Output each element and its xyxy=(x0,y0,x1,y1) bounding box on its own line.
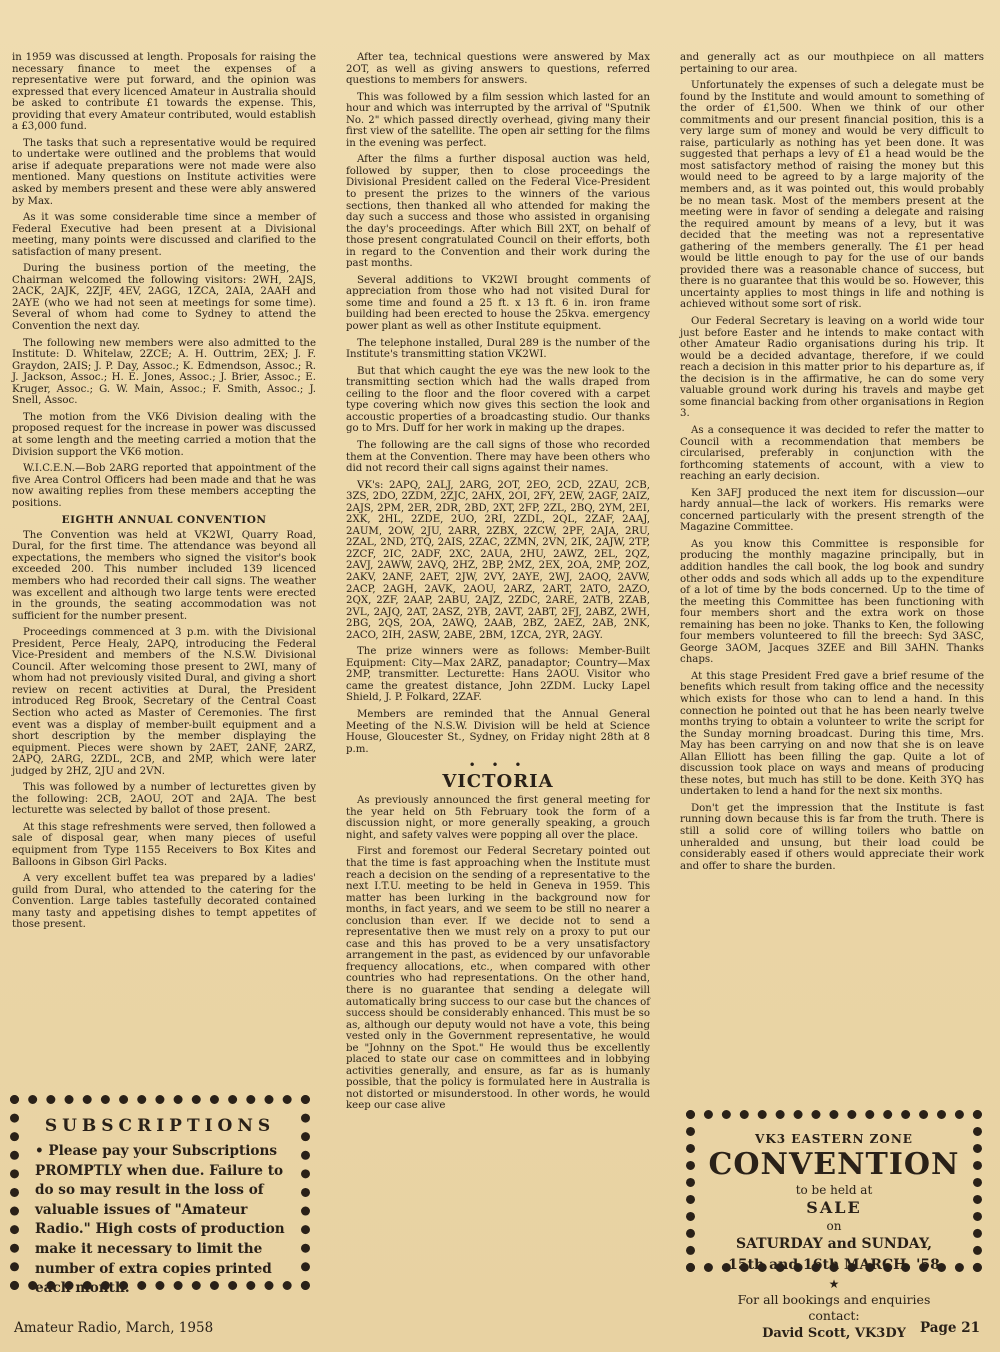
paragraph: The Convention was held at VK2WI, Quarry Road, Dural, for the first time. The attendance was beyond all expectations, the members who signed the visitor's book exceeded 200. This number included 139 licenced members who had recorded their call signs. The weather was excellent and although two large tents were erected in the grounds, the seating accommodation was not sufficient for the number present. xyxy=(12,529,316,622)
paragraph: As you know this Committee is responsible for producing the monthly magazine principally, but in addition handles the call book, the log book and sundry other odds and sods which all adds up to the expenditure of a lot of time by the bods concerned. Up to the time of the meeting this Committee has been functioning with four members short and the extra work on those remaining has been no joke. Thanks to Ken, the following four members volunteered to fill the breech: Syd 3ASC, George 3AOM, Jacques 3ZEE and Bill 3AHN. Thanks chaps. xyxy=(680,538,984,666)
convention-contact: For all bookings and enquiries xyxy=(737,1292,931,1307)
paragraph: Our Federal Secretary is leaving on a world wide tour just before Easter and he intends to make contact with other Amateur Radio organisations during his trip. It would be a decided advantage, therefore, if we could reach a decision in this matter prior to his departure as, if the decision is in the affirmative, he can do some very valuable ground work during his travels and maybe get some financial backing from other organisations in Region 3. xyxy=(680,316,984,420)
paragraph: A very excellent buffet tea was prepared by a ladies' guild from Dural, who attended to the catering for the Convention. Large tables tastefully decorated contained many tasty and appetising dishes to tempt appetites of those present. xyxy=(12,873,316,931)
convention-line: to be held at xyxy=(795,1183,873,1197)
paragraph: Ken 3AFJ produced the next item for discussion—our hardy annual—the lack of workers. His remarks were concerned particularly with the present strength of the Magazine Committee. xyxy=(680,487,984,534)
paragraph: The prize winners were as follows: Member-Built Equipment: City—Max 2ARZ, panadaptor; Country—Max 2MP, transmitter. Lecturette: Hans 2AOU. Visitor who came the greatest distance, John 2ZDM. Lucky Lapel Shield, J. P. Folkard, 2ZAF. xyxy=(346,646,650,704)
paragraph: This was followed by a number of lecturettes given by the following: 2CB, 2AOU, 2OT and 2AJA. The best lecturette was selected by ballot of those present. xyxy=(12,782,316,817)
column-1 xyxy=(12,52,316,931)
paragraph: Proceedings commenced at 3 p.m. with the Divisional President, Perce Healy, 2APQ, introducing the Federal Vice-President and members of the N.S.W. Divisional Council. After welcoming those present to 2WI, many of whom had not previously visited Dural, and giving a short review on recent activities at Dural, the President introduced Reg Brook, Secretary of the Central Coast Section who acted as Master of Ceremonies. The first event was a display of member-built equipment and a short description by the member displaying the equipment. Pieces were shown by 2AET, 2ANF, 2ARZ, 2APQ, 2ARG, 2ZDL, 2CB, and 2MP, which were later judged by 2HZ, 2JU and 2VN. xyxy=(12,627,316,777)
convention-dates: 15th and 16th MARCH, '58 xyxy=(728,1257,940,1273)
paragraph: After the films a further disposal auction was held, followed by supper, then to close proceedings the Divisional President called on the Federal Vice-President to present the prizes to the winners of the various sections, then thanked all who attended for making the day such a success and those who assisted in organising the day's proceedings. After which Bill 2XT, on behalf of those present congratulated Council on their efforts, both in regard to the Convention and their work during the past months. xyxy=(346,154,650,270)
footer-publication: Amateur Radio, March, 1958 xyxy=(14,1320,214,1336)
paragraph: The following are the call signs of those who recorded them at the Convention. There may have been others who did not record their call signs against their names. xyxy=(346,439,650,475)
convention-title: CONVENTION xyxy=(708,1147,960,1182)
subscriptions-text: • Please pay your Subscriptions PROMPTLY when due. Failure to do so may result in the loss of valuable issues of "Amateur Radio." High costs of production make it necessary to limit the number of extra copies printed each month. xyxy=(35,1143,285,1297)
paragraph: Several additions to VK2WI brought comments of appreciation from those who had not visited Dural for some time and found a 25 ft. x 13 ft. 6 in. iron frame building had been erected to house the 25kva. emergency power plant as well as other Institute equipment. xyxy=(346,274,650,333)
subscriptions-title: SUBSCRIPTIONS xyxy=(44,1116,276,1136)
footer-page-number: Page 21 xyxy=(919,1320,980,1336)
column-3 xyxy=(680,52,984,872)
section-heading: EIGHTH ANNUAL CONVENTION xyxy=(61,514,267,527)
paragraph: Don't get the impression that the Institute is fast running down because this is far from the truth. There is still a solid core of willing toilers who battle on unheralded and unsung, but their load could be considerably eased if others would appreciate their work and offer to share the burden. xyxy=(680,802,984,872)
convention-place: SALE xyxy=(806,1198,862,1217)
section-divider: • • • xyxy=(468,758,528,773)
paragraph: At this stage President Fred gave a brief resume of the benefits which result from taking office and the necessity which exists for those who can to lend a hand. In this connection he pointed out that he has been nearly twelve months trying to obtain a volunteer to write the script for the Sunday morning broadcast. During this time, Mrs. May has been carrying on and now that she is on leave Allan Elliott has been filling the gap. Quite a lot of discussion took place on ways and means of producing these notes, but much has still to be done. Keith 3YQ has undertaken to lend a hand for the next six months. xyxy=(680,670,984,798)
convention-contact-label: contact: xyxy=(808,1308,860,1323)
paragraph: After tea, technical questions were answered by Max 2OT, as well as giving answers to questions, referred questions to members for answers. xyxy=(346,52,650,87)
paragraph: As it was some considerable time since a member of Federal Executive had been present at a Divisional meeting, many points were discussed and clarified to the satisfaction of many present. xyxy=(12,212,316,258)
paragraph: W.I.C.E.N.—Bob 2ARG reported that appointment of the five Area Control Officers had been made and that he was now awaiting replies from these members accepting the positions. xyxy=(12,463,316,509)
section-heading-victoria: VICTORIA xyxy=(442,770,554,792)
paragraph: and generally act as our mouthpiece on all matters pertaining to our area. xyxy=(680,52,984,75)
convention-on: on xyxy=(826,1219,842,1233)
paragraph: in 1959 was discussed at length. Proposals for raising the necessary finance to meet the expenses of a representative were put forward, and the opinion was expressed that every licenced Amateur in Australia should be asked to contribute £1 towards the expense. This, providing that every Amateur contributed, would establish a £3,000 fund. xyxy=(12,52,316,133)
paragraph: The motion from the VK6 Division dealing with the proposed request for the increase in power was discussed at some length and the meeting carried a motion that the Division support the VK6 motion. xyxy=(12,411,316,458)
paragraph: But that which caught the eye was the new look to the transmitting section which had the walls draped from ceiling to the floor and the floor covered with a carpet type covering which now gives this section the look and accoustic properties of a broadcasting studio. Our thanks go to Mrs. Duff for her work in making up the drapes. xyxy=(346,365,650,435)
convention-dates-days: SATURDAY and SUNDAY, xyxy=(735,1236,933,1252)
subscriptions-notice xyxy=(10,1095,310,1297)
paragraph: As previously announced the first general meeting for the year held on 5th February took the form of a discussion night, or more generally speaking, a grouch night, and safety valves were popping all over the place. xyxy=(346,795,650,841)
column-2 xyxy=(346,52,650,1302)
paragraph: This was followed by a film session which lasted for an hour and which was interrupted by the arrival of "Sputnik No. 2" which passed directly overhead, giving many their first view of the satellite. The open air setting for the films in the evening was perfect. xyxy=(346,91,650,149)
paragraph: Members are reminded that the Annual General Meeting of the N.S.W. Division will be held at Science House, Gloucester St., Sydney, on Friday night 28th at 8 p.m. xyxy=(346,708,650,755)
paragraph: At this stage refreshments were served, then followed a sale of disposal gear, when many pieces of useful equipment from Type 1155 Receivers to Box Kites and Balloons in Gibson Girl Packs. xyxy=(12,821,316,868)
paragraph: The tasks that such a representative would be required to undertake were outlined and the problems that would arise if adequate preparations were not made were also mentioned. Many questions on Institute activities were asked by members present and these were ably answered by Max. xyxy=(12,137,316,207)
convention-zone: VK3 EASTERN ZONE xyxy=(755,1132,913,1146)
paragraph: First and foremost our Federal Secretary pointed out that the time is fast approaching when the Institute must reach a decision on the sending of a representative to the next I.T.U. meeting to be held in Geneva in 1959. This matter has been lurking in the background now for months, in fact years, and we seem to be still no nearer a conclusion than ever. If we decide not to send a representative then we must rely on a proxy to put our case and this has proved to be a very unsatisfactory arrangement in the past, as evidenced by our unfavorable frequency allocations, etc., when compared with other countries who had representations. On the other hand, there is no guarantee that sending a delegate will automatically bring success to our case but the chances of success should be considerably enhanced. This must be so as, although our deputy would not have a vote, this being vested only in the Government representative, he would be "Johnny on the Spot." He would thus be excellently placed to state our case on committees and in lobbying activities generally, and ensure, as far as is humanly possible, that the policy is formulated here in Australia is not distorted or misunderstood. In other words, he would keep our case alive xyxy=(346,846,650,1112)
paragraph: The telephone installed, Dural 289 is the number of the Institute's transmitting station VK2WI. xyxy=(346,337,650,361)
paragraph: As a consequence it was decided to refer the matter to Council with a recommendation that members be circularised, preferably in conjunction with the forthcoming statements of account, with a view to reaching an early decision. xyxy=(680,424,984,483)
convention-contact-name: David Scott, VK3DY xyxy=(762,1326,906,1341)
paragraph: During the business portion of the meeting, the Chairman welcomed the following visitors: 2WH, 2AJS, 2ACK, 2AJK, 2ZJF, 4EV, 2AGG, 1ZCA, 2AIA, 2AAH and 2AYE (who we had not seen at meetings for some time). Several of whom had come to Sydney to attend the Convention the next day. xyxy=(12,263,316,333)
paragraph: The following new members were also admitted to the Institute: D. Whitelaw, 2ZCE; A. H. Outtrim, 2EX; J. F. Graydon, 2AIS; J. P. Day, Assoc.; K. Edmendson, Assoc.; R. J. Jackson, Assoc.; H. E. Jones, Assoc.; J. Brier, Assoc.; E. Kruger, Assoc.; G. W. Main, Assoc.; F. Smith, Assoc.; J. Snell, Assoc. xyxy=(12,337,316,407)
paragraph: Unfortunately the expenses of such a delegate must be found by the Institute and would amount to something of the order of £1,500. When we think of our other commitments and our present financial position, this is a very large sum of money and would be very difficult to raise, particularly as nothing has yet been done. It was suggested that perhaps a levy of £1 a head would be the most satisfactory method of raising the money but this would need to be agreed to by a large majority of the members and, as it was pointed out, this would probably be no mean task. Most of the members present at the meeting were in favor of sending a delegate and raising the required amount by means of a levy, but it was decided that the meeting was not a representative gathering of the members generally. The £1 per head would be little enough to pay for the use of our bands provided there was a reasonable chance of success, but there is no guarantee that this would be so. However, this uncertainty applies to most things in life and nothing is achieved without some sort of risk. xyxy=(680,80,984,311)
star-icon: ★ xyxy=(828,1277,840,1291)
call-sign-list: VK's: 2APQ, 2ALJ, 2ARG, 2OT, 2EO, 2CD, 2ZAU, 2CB, 3ZS, 2DO, 2ZDM, 2ZJC, 2AHX, 2OI, 2FY, 2EW, 2AGF, 2AIZ, 2AJS, 2PM, 2ER, 2DR, 2BD, 2XT, 2FP, 2ZL, 2BQ, 2YM, 2EI, 2XK, 2HL, 2ZDE, 2UO, 2RI, 2ZDL, 2QL, 2ZAF, 2AAJ, 2AUM, 2OW, 2JU, 2ARR, 2ZBX, 2ZCW, 2PF, 2AJA, 2RU, 2ZAL, 2ND, 2TQ, 2AIS, 2ZAC, 2ZMN, 2VN, 2IK, 2AJW, 2TP, 2ZCF, 2IC, 2ADF, 2XC, 2AUA, 2HU, 2AWZ, 2EL, 2QZ, 2AVJ, 2AWW, 2AVQ, 2HZ, 2BP, 2MZ, 2EX, 2OA, 2MP, 2OZ, 2AKV, 2ANF, 2AET, 2JW, 2VY, 2AYE, 2WJ, 2AOQ, 2AVW, 2ACP, 2AGH, 2AVK, 2AOU, 2ARZ, 2ART, 2ATO, 2AZO, 2QX, 2ZF, 2AAP, 2ABU, 2AJZ, 2ZDC, 2ARE, 2ATB, 2ZAB, 2VL, 2AJQ, 2AT, 2ASZ, 2YB, 2AVT, 2ABT, 2FJ, 2ABZ, 2WH, 2BG, 2QS, 2OA, 2AWQ, 2AAB, 2BZ, 2AEZ, 2AB, 2NK, 2ACO, 2IH, 2ASW, 2ABE, 2BM, 1ZCA, 2YR, 2AGY. xyxy=(346,479,650,641)
